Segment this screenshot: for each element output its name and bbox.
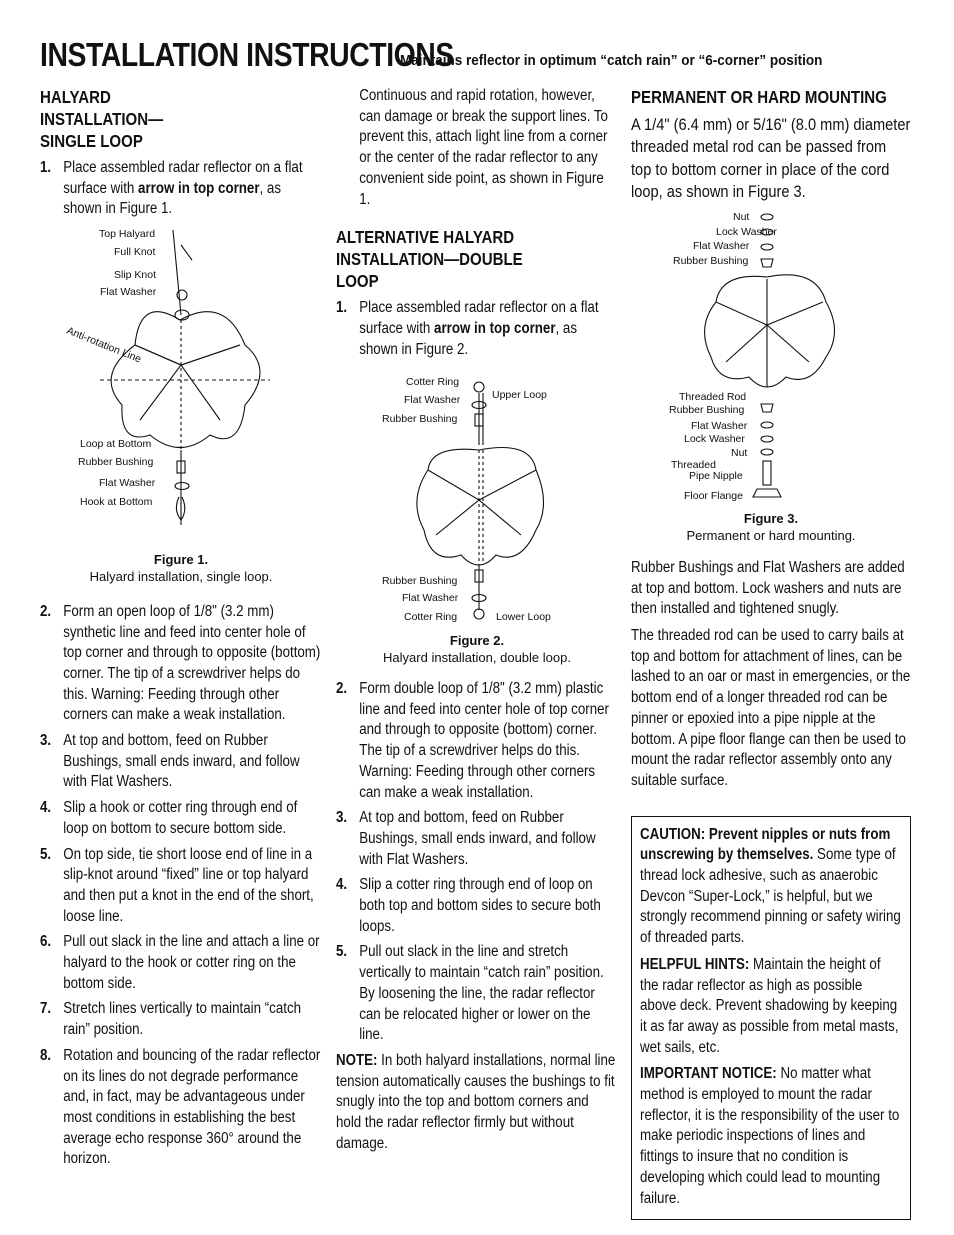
label-flat-washer-bottom: Flat Washer xyxy=(691,420,748,433)
step-number: 8. xyxy=(40,1046,52,1064)
step-number: 6. xyxy=(40,933,52,951)
label-slip-knot: Slip Knot xyxy=(114,269,157,282)
label-flat-washer-bottom: Flat Washer xyxy=(99,477,156,490)
figure-1-caption: Figure 1. Halyard installation, single loop. xyxy=(89,551,273,584)
step-text: Stretch lines vertically to maintain “catch rain” position. xyxy=(63,1000,302,1039)
figure-3 xyxy=(631,207,911,544)
label-upper-loop: Upper Loop xyxy=(492,389,547,402)
label-floor-flange: Floor Flange xyxy=(684,490,743,502)
label-loop-bottom: Loop at Bottom xyxy=(80,438,152,451)
section-heading-hard-mounting: PERMANENT OR HARD MOUNTING xyxy=(631,87,887,107)
figure-2-caption: Figure 2. Halyard installation, double loop. xyxy=(383,633,571,666)
label-rubber-bushing-bottom: Rubber Bushing xyxy=(382,575,458,588)
step-item: 1. Place assembled radar reflector on a flat surface with arrow in top corner, as shown in Figure 1. xyxy=(40,159,303,218)
label-threaded: Threaded xyxy=(671,459,716,472)
steps-single-loop-2 xyxy=(40,602,321,1170)
figure-3-diagram xyxy=(631,207,911,501)
step-item xyxy=(336,679,617,803)
figure-3-caption: Figure 3. Permanent or hard mounting. xyxy=(686,510,856,543)
step-text: At top and bottom, feed on Rubber Bushings, small ends inward, and follow with Flat Washers. xyxy=(63,732,300,791)
step-item xyxy=(40,731,321,793)
figure-2 xyxy=(336,365,618,666)
step-number: 5. xyxy=(40,845,52,863)
step-item xyxy=(40,1046,321,1170)
step-text: Slip a hook or cotter ring through end of loop on bottom to secure bottom side. xyxy=(63,799,298,837)
label-lock-washer-top: Lock Washer xyxy=(716,226,777,239)
step-item xyxy=(40,999,321,1040)
step-item xyxy=(336,942,617,1046)
section-heading-single-loop: HALYARD INSTALLATION— SINGLE LOOP xyxy=(40,87,164,151)
step-item xyxy=(40,798,321,839)
page-subtitle: Maintains reflector in optimum “catch rain” or “6-corner” position xyxy=(400,52,823,69)
step-item xyxy=(336,875,617,937)
step-number: 4. xyxy=(336,876,348,894)
page-title: INSTALLATION INSTRUCTIONS xyxy=(40,36,454,73)
bushings-paragraph: Rubber Bushings and Flat Washers are added at top and bottom. Lock washers and nuts are then installed and tightened snugly. xyxy=(631,558,905,618)
section-heading-double-loop: ALTERNATIVE HALYARD INSTALLATION—DOUBLE LOOP xyxy=(336,227,523,292)
label-nut-bottom: Nut xyxy=(731,447,748,460)
steps-single-loop-1 xyxy=(40,158,321,220)
column-hard-mounting xyxy=(631,86,911,1220)
page-header xyxy=(40,36,823,74)
step-number: 3. xyxy=(336,809,348,827)
step-text: At top and bottom, feed on Rubber Bushings, small ends inward, and follow with Flat Washers. xyxy=(359,809,596,868)
label-top-halyard: Top Halyard xyxy=(99,228,156,241)
step-text: Slip a cotter ring through end of loop on both top and bottom sides to secure both loops. xyxy=(359,876,601,935)
label-pipe-nipple: Pipe Nipple xyxy=(689,470,743,483)
label-hook-bottom: Hook at Bottom xyxy=(80,496,153,509)
caution-box xyxy=(631,816,911,1221)
step-text: On top side, tie short loose end of line in a slip-knot around “fixed” line or top halyard and then put a knot in the end of the short, loose line. xyxy=(63,845,314,925)
column-single-loop xyxy=(40,86,322,1175)
steps-double-loop-2 xyxy=(336,679,617,1046)
label-rubber-bushing: Rubber Bushing xyxy=(78,456,154,469)
step-number: 2. xyxy=(336,680,348,698)
figure-2-diagram xyxy=(336,365,618,627)
hints-paragraph: HELPFUL HINTS: Maintain the height of the radar reflector as high as possible above deck. Prevent shadowing by keeping it as far away as possible from metal masts, wet sails, etc. xyxy=(640,955,899,1056)
caution-paragraph: CAUTION: Prevent nipples or nuts from unscrewing by themselves. Some type of thread lock adhesive, such as anaerobic Devcon “Super-Lock,” is helpful, but we strongly recommend pinning or safety wiring of threaded parts. xyxy=(640,825,901,947)
label-cotter-ring-bottom: Cotter Ring xyxy=(404,611,458,624)
label-flat-washer-bottom: Flat Washer xyxy=(402,592,459,605)
label-lower-loop: Lower Loop xyxy=(496,611,551,624)
intro-paragraph: A 1/4" (6.4 mm) or 5/16" (8.0 mm) diameter threaded metal rod can be passed from top to bottom corner in place of the cord loop, as shown in Figure 3. xyxy=(631,115,911,201)
label-rubber-bushing-top: Rubber Bushing xyxy=(673,255,749,268)
figure-1-diagram xyxy=(40,225,322,550)
step-item xyxy=(40,602,321,726)
label-nut-top: Nut xyxy=(733,211,750,224)
label-cotter-ring-top: Cotter Ring xyxy=(406,376,460,389)
step-item xyxy=(40,845,321,928)
notice-paragraph: IMPORTANT NOTICE: No matter what method is employed to mount the radar reflector, it is the responsibility of the user to make periodic inspections of lines and fittings to insure that no condition is developing which could lead to mounting failure. xyxy=(640,1065,900,1207)
step-text: Rotation and bouncing of the radar reflector on its lines do not degrade performance and, in fact, may be advantageous under most conditions in establishing the best average echo response 360° around the horizon. xyxy=(63,1046,321,1168)
continued-paragraph: Continuous and rapid rotation, however, can damage or break the support lines. To prevent this, attach light line from a corner or the center of the radar reflector to any convenient side point, as shown in Figure 1. xyxy=(359,87,608,208)
step-number: 4. xyxy=(40,799,52,817)
step-item: 1. Place assembled radar reflector on a flat surface with arrow in top corner, as shown in Figure 2. xyxy=(336,299,599,358)
step-number: 7. xyxy=(40,1000,52,1018)
note-paragraph: NOTE: In both halyard installations, normal line tension automatically causes the bushings to fit snugly into the top and bottom corners and hold the radar reflector firmly but without damage. xyxy=(336,1051,616,1152)
step-number: 2. xyxy=(40,602,52,620)
column-double-loop xyxy=(336,86,618,1161)
step-number: 3. xyxy=(40,732,52,750)
threaded-rod-paragraph: The threaded rod can be used to carry bails at top and bottom for attachment of lines, can be lashed to an oar or mast in emergencies, or the bottom end of a longer threaded rod can be pinner or epoxied into a pipe nipple at the bottom. A pipe floor flange can then be used to mount the radar reflector assembly onto any suitable surface. xyxy=(631,627,911,789)
label-flat-washer-top: Flat Washer xyxy=(693,240,750,253)
label-flat-washer-top: Flat Washer xyxy=(404,394,461,407)
step-text: Pull out slack in the line and stretch vertically to maintain “catch rain” position. By loosening the line, the radar reflector can be relocated higher or lower on the line. xyxy=(359,943,604,1044)
step-item xyxy=(336,808,617,870)
label-lock-washer-bottom: Lock Washer xyxy=(684,433,745,446)
figure-1 xyxy=(40,225,322,585)
label-anti-rotation: Anti-rotation Line xyxy=(64,324,143,366)
step-item xyxy=(40,932,321,994)
label-rubber-bushing-bottom: Rubber Bushing xyxy=(669,404,745,417)
label-full-knot: Full Knot xyxy=(114,246,156,259)
steps-double-loop-1 xyxy=(336,298,617,360)
label-rubber-bushing-top: Rubber Bushing xyxy=(382,413,458,426)
step-text: Form double loop of 1/8" (3.2 mm) plastic line and feed into center hole of top corner and through to opposite (bottom) corner. The tip of a screwdriver helps do this. Warning: Feeding through other corners can make a weak installation. xyxy=(359,680,609,801)
label-flat-washer-top: Flat Washer xyxy=(100,286,157,299)
step-number: 5. xyxy=(336,943,348,961)
step-text: Form an open loop of 1/8" (3.2 mm) synthetic line and feed into center hole of top corner and through to opposite (bottom) corner. The tip of a screwdriver helps do this. Warning: Feeding through other corners can make a weak installation. xyxy=(63,602,321,724)
step-text: Pull out slack in the line and attach a line or halyard to the hook or cotter ring on the bottom side. xyxy=(63,933,320,992)
label-threaded-rod: Threaded Rod xyxy=(679,391,747,404)
